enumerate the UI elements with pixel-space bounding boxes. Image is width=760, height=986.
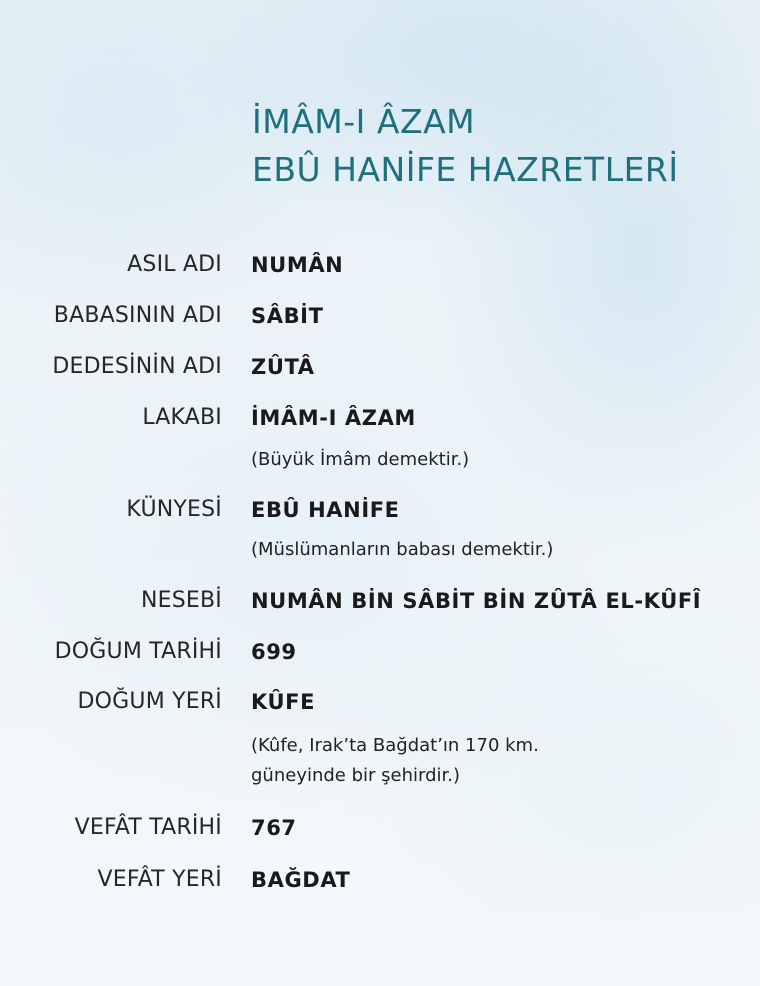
info-note: (Büyük İmâm demektir.) [251, 449, 470, 470]
info-value: BAĞDAT [251, 868, 351, 892]
info-note: (Müslümanların babası demektir.) [251, 539, 554, 560]
info-value: SÂBİT [251, 304, 324, 328]
info-label: DOĞUM TARİHİ [54, 639, 222, 664]
info-value: KÛFE [251, 690, 316, 714]
info-value: NUMÂN [251, 253, 344, 277]
info-label: DEDESİNİN ADI [52, 354, 222, 379]
page-title [252, 98, 679, 194]
info-label: NESEBİ [140, 588, 222, 613]
info-label: ASIL ADI [127, 252, 222, 277]
info-label: VEFÂT TARİHİ [74, 815, 222, 840]
info-note [251, 731, 539, 791]
title-line-1: İMÂM-I ÂZAM [252, 102, 476, 141]
info-value: NUMÂN BİN SÂBİT BİN ZÛTÂ EL-KÛFÎ [251, 589, 702, 613]
info-label: LAKABI [142, 405, 222, 430]
info-note-line-2: güneyinde bir şehirdir.) [251, 765, 461, 786]
info-value: 699 [251, 640, 297, 664]
info-note-line-1: (Kûfe, Irak’ta Bağdat’ın 170 km. [251, 735, 539, 756]
info-label: DOĞUM YERİ [77, 689, 222, 714]
info-value: İMÂM-I ÂZAM [251, 406, 416, 430]
info-value: 767 [251, 816, 297, 840]
info-value: EBÛ HANİFE [251, 498, 400, 522]
info-label: KÜNYESİ [126, 497, 222, 522]
info-label: BABASININ ADI [53, 303, 222, 328]
title-line-2: EBÛ HANİFE HAZRETLERİ [252, 150, 679, 189]
info-value: ZÛTÂ [251, 355, 315, 379]
info-label: VEFÂT YERİ [97, 867, 222, 892]
